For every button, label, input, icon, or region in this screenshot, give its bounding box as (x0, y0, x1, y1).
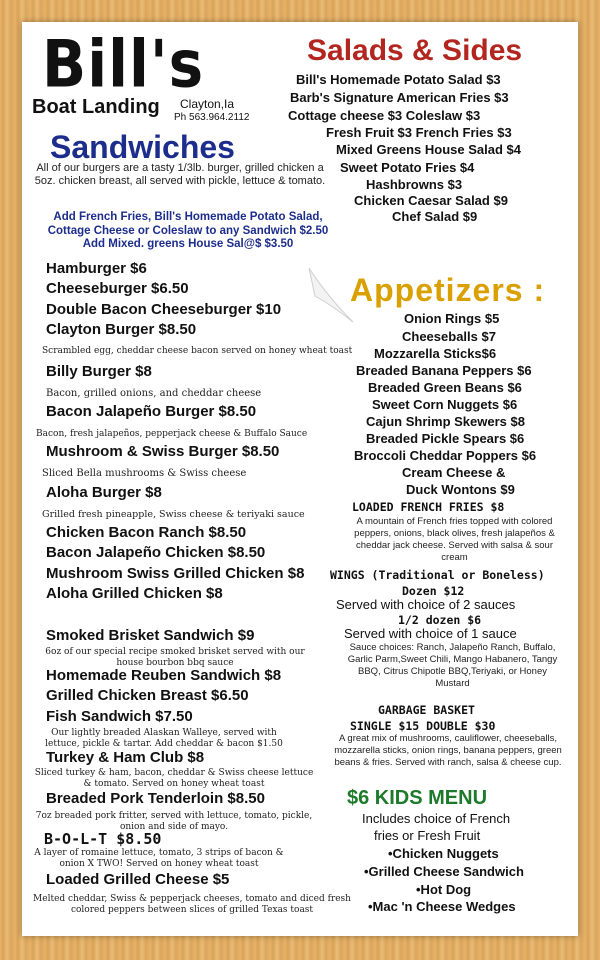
menu-item-reuben: Homemade Reuben Sandwich $8 (46, 667, 282, 684)
appetizer-item: Breaded Pickle Spears $6 (366, 431, 525, 446)
menu-item-bolt: B-O-L-T $8.50 (44, 830, 162, 848)
menu-item-loaded-grilled-cheese: Loaded Grilled Cheese $5 (46, 871, 230, 888)
loaded-fries-description: A mountain of French fries topped with colored peppers, onions, black olives, fresh jalapeños & cheddar jack cheese. Served with salsa & sour cream (354, 516, 555, 563)
garbage-basket-price: SINGLE $15 DOUBLE $30 (350, 719, 496, 733)
salad-item: Fresh Fruit $3 French Fries $3 (326, 125, 512, 140)
salad-item: Chef Salad $9 (392, 209, 478, 224)
salads-heading: Salads & Sides (307, 34, 523, 67)
sandwiches-intro: All of our burgers are a tasty 1/3lb. burger, grilled chicken a 5oz. chicken breast, all served with pickle, lettuce & tomato. (34, 162, 326, 187)
appetizer-item: Cheeseballs $7 (402, 329, 496, 344)
wings-half-note: Served with choice of 1 sauce (344, 626, 517, 641)
salad-item: Cottage cheese $3 Coleslaw $3 (288, 108, 481, 123)
menu-item-chicken-bacon-ranch: Chicken Bacon Ranch $8.50 (46, 524, 247, 541)
menu-item-grilled-chicken-breast: Grilled Chicken Breast $6.50 (46, 687, 249, 704)
menu-item-description: A layer of romaine lettuce, tomato, 3 strips of bacon & onion X TWO! Served on honey wheat toast (34, 848, 284, 869)
appetizer-item: Cajun Shrimp Skewers $8 (366, 414, 525, 429)
garbage-basket-description: A great mix of mushrooms, cauliflower, cheeseballs, mozzarella sticks, onion rings, banana peppers, green beans & fries. Served with ranch, salsa & cheese cup. (334, 733, 562, 768)
appetizers-heading: Appetizers : (350, 272, 546, 308)
garbage-basket-title: GARBAGE BASKET (378, 703, 475, 717)
menu-item-pork-tenderloin: Breaded Pork Tenderloin $8.50 (46, 790, 265, 807)
appetizer-item: Sweet Corn Nuggets $6 (372, 397, 518, 412)
addon-line: Add Mixed. greens House Sal@$ $3.50 (82, 238, 294, 250)
menu-item-bacon-jalapeno-chicken: Bacon Jalapeño Chicken $8.50 (46, 544, 266, 561)
menu-item-smoked-brisket: Smoked Brisket Sandwich $9 (46, 627, 255, 644)
menu-item-double-bacon-cheeseburger: Double Bacon Cheeseburger $10 (46, 301, 282, 318)
kids-menu-item: •Grilled Cheese Sandwich (364, 864, 524, 879)
appetizer-item: Cream Cheese & (402, 465, 506, 480)
kids-menu-item: •Chicken Nuggets (388, 846, 499, 861)
wings-dozen: Dozen $12 (402, 584, 465, 598)
menu-item-description: Bacon, grilled onions, and cheddar cheese (46, 388, 262, 399)
restaurant-subtitle: Boat Landing (32, 96, 160, 118)
kids-menu-note: Includes choice of French (362, 811, 511, 826)
wings-title: WINGS (Traditional or Boneless) (330, 568, 545, 582)
menu-item-bacon-jalapeno-burger: Bacon Jalapeño Burger $8.50 (46, 403, 257, 420)
appetizer-item: Onion Rings $5 (404, 311, 500, 326)
menu-item-description: 6oz of our special recipe smoked brisket served with our house bourbon bbq sauce (45, 647, 305, 668)
salad-item: Sweet Potato Fries $4 (340, 160, 475, 175)
addon-line: Cottage Cheese or Coleslaw to any Sandwich $2.50 (47, 224, 329, 237)
menu-item-aloha-grilled-chicken: Aloha Grilled Chicken $8 (46, 585, 223, 602)
salad-item: Mixed Greens House Salad $4 (336, 142, 521, 157)
menu-item-mushroom-swiss-chicken: Mushroom Swiss Grilled Chicken $8 (46, 565, 305, 582)
kids-menu-item: •Mac 'n Cheese Wedges (368, 899, 516, 914)
menu-item-description: Bacon, fresh jalapeños, pepperjack cheese & Buffalo Sauce (36, 429, 308, 439)
wings-dozen-note: Served with choice of 2 sauces (336, 597, 516, 612)
salad-item: Hashbrowns $3 (366, 177, 463, 192)
salad-item: Bill's Homemade Potato Salad $3 (296, 72, 501, 87)
menu-item-description: Sliced turkey & ham, bacon, cheddar & Swiss cheese lettuce & tomato. Served on honey wheat toast (34, 768, 314, 789)
menu-item-hamburger: Hamburger $6 (46, 260, 147, 277)
kids-menu-item: •Hot Dog (416, 882, 472, 897)
menu-item-description: Melted cheddar, Swiss & pepperjack cheeses, tomato and diced fresh colored peppers between slices of grilled Texas toast (33, 894, 351, 915)
menu-item-description: Scrambled egg, cheddar cheese bacon served on honey wheat toast (42, 346, 353, 356)
restaurant-name: Bill's (42, 26, 205, 103)
appetizer-item: Broccoli Cheddar Poppers $6 (354, 448, 537, 463)
menu-item-description: Sliced Bella mushrooms & Swiss cheese (42, 468, 247, 479)
menu-item-description: 7oz breaded pork fritter, served with lettuce, tomato, pickle, onion and side of mayo. (35, 811, 313, 832)
kids-menu-note: fries or Fresh Fruit (374, 828, 481, 843)
sandwiches-addon (28, 211, 348, 252)
appetizer-item: Duck Wontons $9 (406, 482, 515, 497)
menu-item-clayton-burger: Clayton Burger $8.50 (46, 321, 197, 338)
loaded-fries-title: LOADED FRENCH FRIES $8 (352, 500, 505, 514)
kids-menu-heading: $6 KIDS MENU (347, 787, 488, 809)
sandwiches-heading: Sandwiches (50, 129, 235, 165)
menu-item-description: Grilled fresh pineapple, Swiss cheese & teriyaki sauce (42, 509, 305, 520)
menu-item-billy-burger: Billy Burger $8 (46, 363, 152, 380)
salad-item: Chicken Caesar Salad $9 (354, 193, 508, 208)
menu-item-description: Our lightly breaded Alaskan Walleye, served with lettuce, pickle & tartar. Add cheddar & bacon $1.50 (45, 728, 283, 749)
restaurant-phone: Ph 563.964.2112 (174, 112, 250, 123)
salad-item: Barb's Signature American Fries $3 (290, 90, 509, 105)
menu-item-turkey-ham-club: Turkey & Ham Club $8 (46, 749, 205, 766)
menu-item-mushroom-swiss-burger: Mushroom & Swiss Burger $8.50 (46, 443, 280, 460)
restaurant-location: Clayton,Ia (180, 97, 235, 111)
menu-item-aloha-burger: Aloha Burger $8 (46, 484, 162, 501)
wings-half-dozen: 1/2 dozen $6 (398, 613, 482, 627)
wing-sauce-choices: Sauce choices: Ranch, Jalapeño Ranch, Buffalo, Garlic Parm,Sweet Chili, Mango Habanero, Tangy BBQ, Citrus Chipotle BBQ,Teriyaki, or Honey Mustard (347, 642, 558, 689)
appetizer-item: Breaded Green Beans $6 (368, 380, 522, 395)
menu-paper (22, 22, 578, 936)
menu-item-cheeseburger: Cheeseburger $6.50 (46, 280, 189, 297)
appetizer-item: Breaded Banana Peppers $6 (356, 363, 532, 378)
appetizer-item: Mozzarella Sticks$6 (374, 346, 497, 361)
addon-line: Add French Fries, Bill's Homemade Potato Salad, (53, 211, 323, 223)
menu-item-fish-sandwich: Fish Sandwich $7.50 (46, 708, 193, 725)
